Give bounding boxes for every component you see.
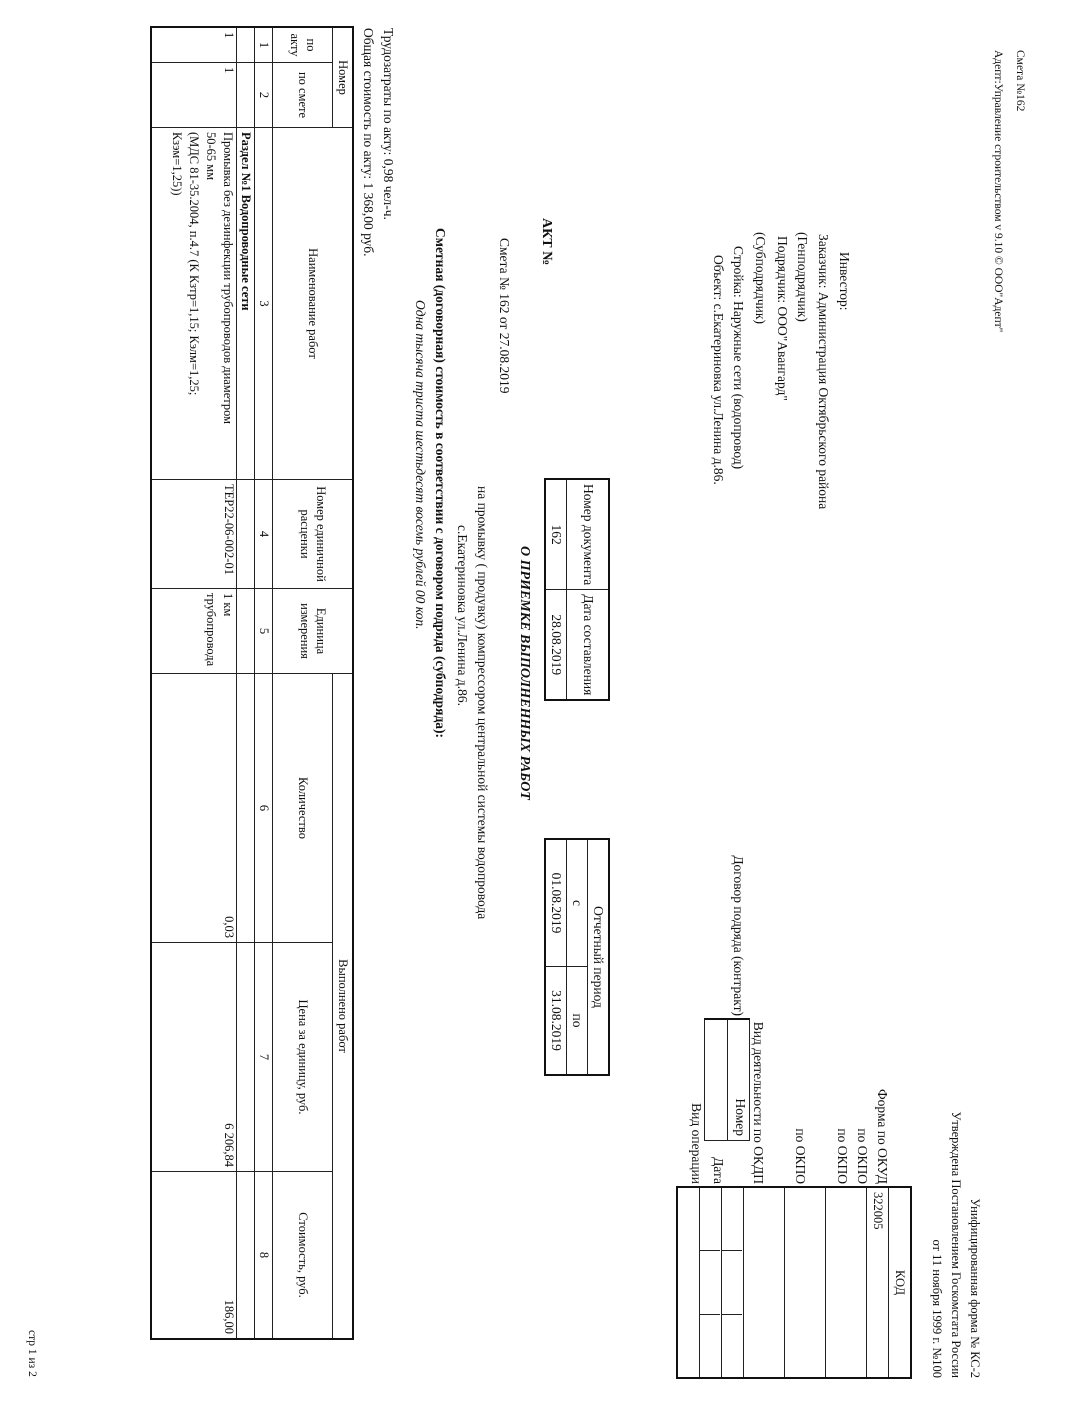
contract-label: Договор подряда (контракт): [731, 855, 746, 1016]
work-description: на промывку ( продувку) компрессором центральной системы водопровода: [475, 486, 490, 920]
th-cost: Стоимость, руб.: [273, 1172, 333, 1340]
labor-total: Трудозатраты по акту: 0,98 чел-ч.: [381, 28, 396, 220]
form-ref-line3: от 11 ноября 1999 г. №100: [930, 1239, 944, 1378]
cost-total: Общая стоимость по акту: 1 368,00 руб.: [361, 28, 376, 257]
row-unit: [151, 589, 237, 674]
okud-label: Форма по ОКУД: [875, 1088, 890, 1184]
row-price: 6 206,84: [151, 943, 237, 1172]
col-num-4: 4: [255, 480, 273, 589]
stroyka-label: Стройка:: [731, 246, 746, 298]
okdp-label: Вид деятельности по ОКДП: [751, 1021, 766, 1184]
th-price: Цена за единицу, руб.: [273, 943, 333, 1172]
row-name-line3: (МДС 81-35.2004, п.4.7 (К Кзтр=1,15; Кэлм=1,25;: [187, 132, 202, 396]
okpo2-label: по ОКПО: [835, 1128, 850, 1184]
data-sost-value: 28.08.2019: [545, 590, 567, 701]
okpo3-cell: [744, 1187, 785, 1378]
row-name-line4: Кзэм=1,25)): [170, 132, 185, 196]
th-done: Выполнено работ: [333, 674, 353, 1340]
th-name: Наименование работ: [273, 128, 353, 480]
period-s-value: 01.08.2019: [545, 839, 567, 967]
page-number: стр 1 из 2: [26, 1330, 38, 1377]
table-row: [151, 27, 237, 1339]
okpo3-label: по ОКПО: [793, 1128, 808, 1184]
podryadchik-value: ООО"Авангард": [775, 306, 790, 401]
row-po-aktu: 1: [151, 27, 237, 63]
akt-label: АКТ №: [539, 218, 554, 266]
vid-operacii-cell: [677, 1187, 700, 1378]
okpo2-cell: [785, 1187, 826, 1378]
th-unit: Единица измерения: [273, 589, 353, 674]
obekt-label: Объект:: [711, 255, 726, 301]
row-rascenka: ТЕР22-06-002-01: [151, 480, 237, 589]
stroyka-value: Наружные сети (водопровод): [731, 301, 746, 470]
col-num-1: 1: [255, 27, 273, 63]
okud-value: 322005: [867, 1187, 889, 1378]
okpo1-label: по ОКПО: [855, 1128, 870, 1184]
nomer-doc-header: Номер документа: [567, 479, 609, 590]
row-cost: 186,00: [151, 1172, 237, 1340]
program-header: Адепт:Управление строительством v 9.10 © ООО"Адепт": [992, 50, 1004, 333]
genpodryadchik-label: (Генподрядчик): [795, 232, 810, 322]
form-ref-line1: Унифицированная форма № КС-2: [968, 1198, 982, 1378]
document-number-table: [544, 478, 610, 701]
vid-operacii-label: Вид операции: [689, 1103, 704, 1184]
th-po-aktu: по акту: [273, 27, 333, 63]
act-title: О ПРИЕМКЕ ВЫПОЛНЕННЫХ РАБОТ: [517, 546, 532, 800]
period-po-value: 31.08.2019: [545, 967, 567, 1076]
nomer-doc-value: 162: [545, 479, 567, 590]
row-unit-line2: трубопровода: [204, 593, 219, 667]
kod-header: КОД: [889, 1187, 912, 1378]
contract-box: [704, 1018, 750, 1141]
col-num-3: 3: [255, 128, 273, 480]
codes-table: [676, 1186, 912, 1379]
zakazchik-value: Администрация Октябрьского района: [816, 291, 831, 510]
work-address: с.Екатериновка ул.Ленина д.86.: [455, 525, 470, 707]
smeta-number-header: Смета №162: [1014, 50, 1026, 112]
th-rascenki: Номер единичной расценки: [273, 480, 353, 589]
contract-number-cell: [722, 1187, 744, 1378]
smeta-line: Смета № 162 от 27.08.2019: [497, 238, 512, 394]
reporting-period-table: [544, 838, 610, 1076]
row-name-line2: 50-65 мм: [204, 132, 219, 181]
col-num-5: 5: [255, 589, 273, 674]
podryadchik-label: Подрядчик:: [775, 236, 790, 304]
col-num-7: 7: [255, 943, 273, 1172]
subpodryadchik-label: (Субподрядчик): [753, 232, 768, 324]
obekt-value: с.Екатериновка ул.Ленина д.86.: [711, 303, 726, 485]
section-title: Раздел №1 Водопроводные сети: [237, 128, 255, 480]
investor-label: Инвестор:: [837, 252, 852, 311]
col-num-2: 2: [255, 63, 273, 128]
okpo1-cell: [826, 1187, 867, 1378]
th-qty: Количество: [273, 674, 333, 943]
period-header: Отчетный период: [588, 839, 609, 1075]
row-po-smete: 1: [151, 63, 237, 128]
data-label: Дата: [711, 1157, 726, 1184]
nomer-label: Номер: [733, 1098, 748, 1136]
zakazchik-label: Заказчик:: [816, 234, 831, 289]
contract-date-cell: [700, 1187, 722, 1378]
col-num-6: 6: [255, 674, 273, 943]
data-sost-header: Дата составления: [567, 590, 609, 701]
cost-statement: Сметная (договорная) стоимость в соответствии с договором подряда (субподряда):: [433, 228, 448, 739]
period-po-header: по: [567, 967, 588, 1076]
th-po-smete: по смете: [273, 63, 333, 128]
works-table: [150, 26, 354, 1340]
row-name-line1: Промывка без дезинфекции трубопроводов диаметром: [221, 132, 236, 425]
row-unit-line1: 1 км: [221, 593, 236, 617]
row-qty: 0,03: [151, 674, 237, 943]
th-nomer: Номер: [333, 27, 353, 128]
period-s-header: с: [567, 839, 588, 967]
row-name: [151, 128, 237, 480]
form-ref-line2: Утверждена Постановлением Госкомстата России: [949, 1111, 963, 1378]
cost-in-words: Одна тысяча триста шестьдесят восемь рублей 00 коп.: [413, 300, 428, 630]
col-num-8: 8: [255, 1172, 273, 1340]
